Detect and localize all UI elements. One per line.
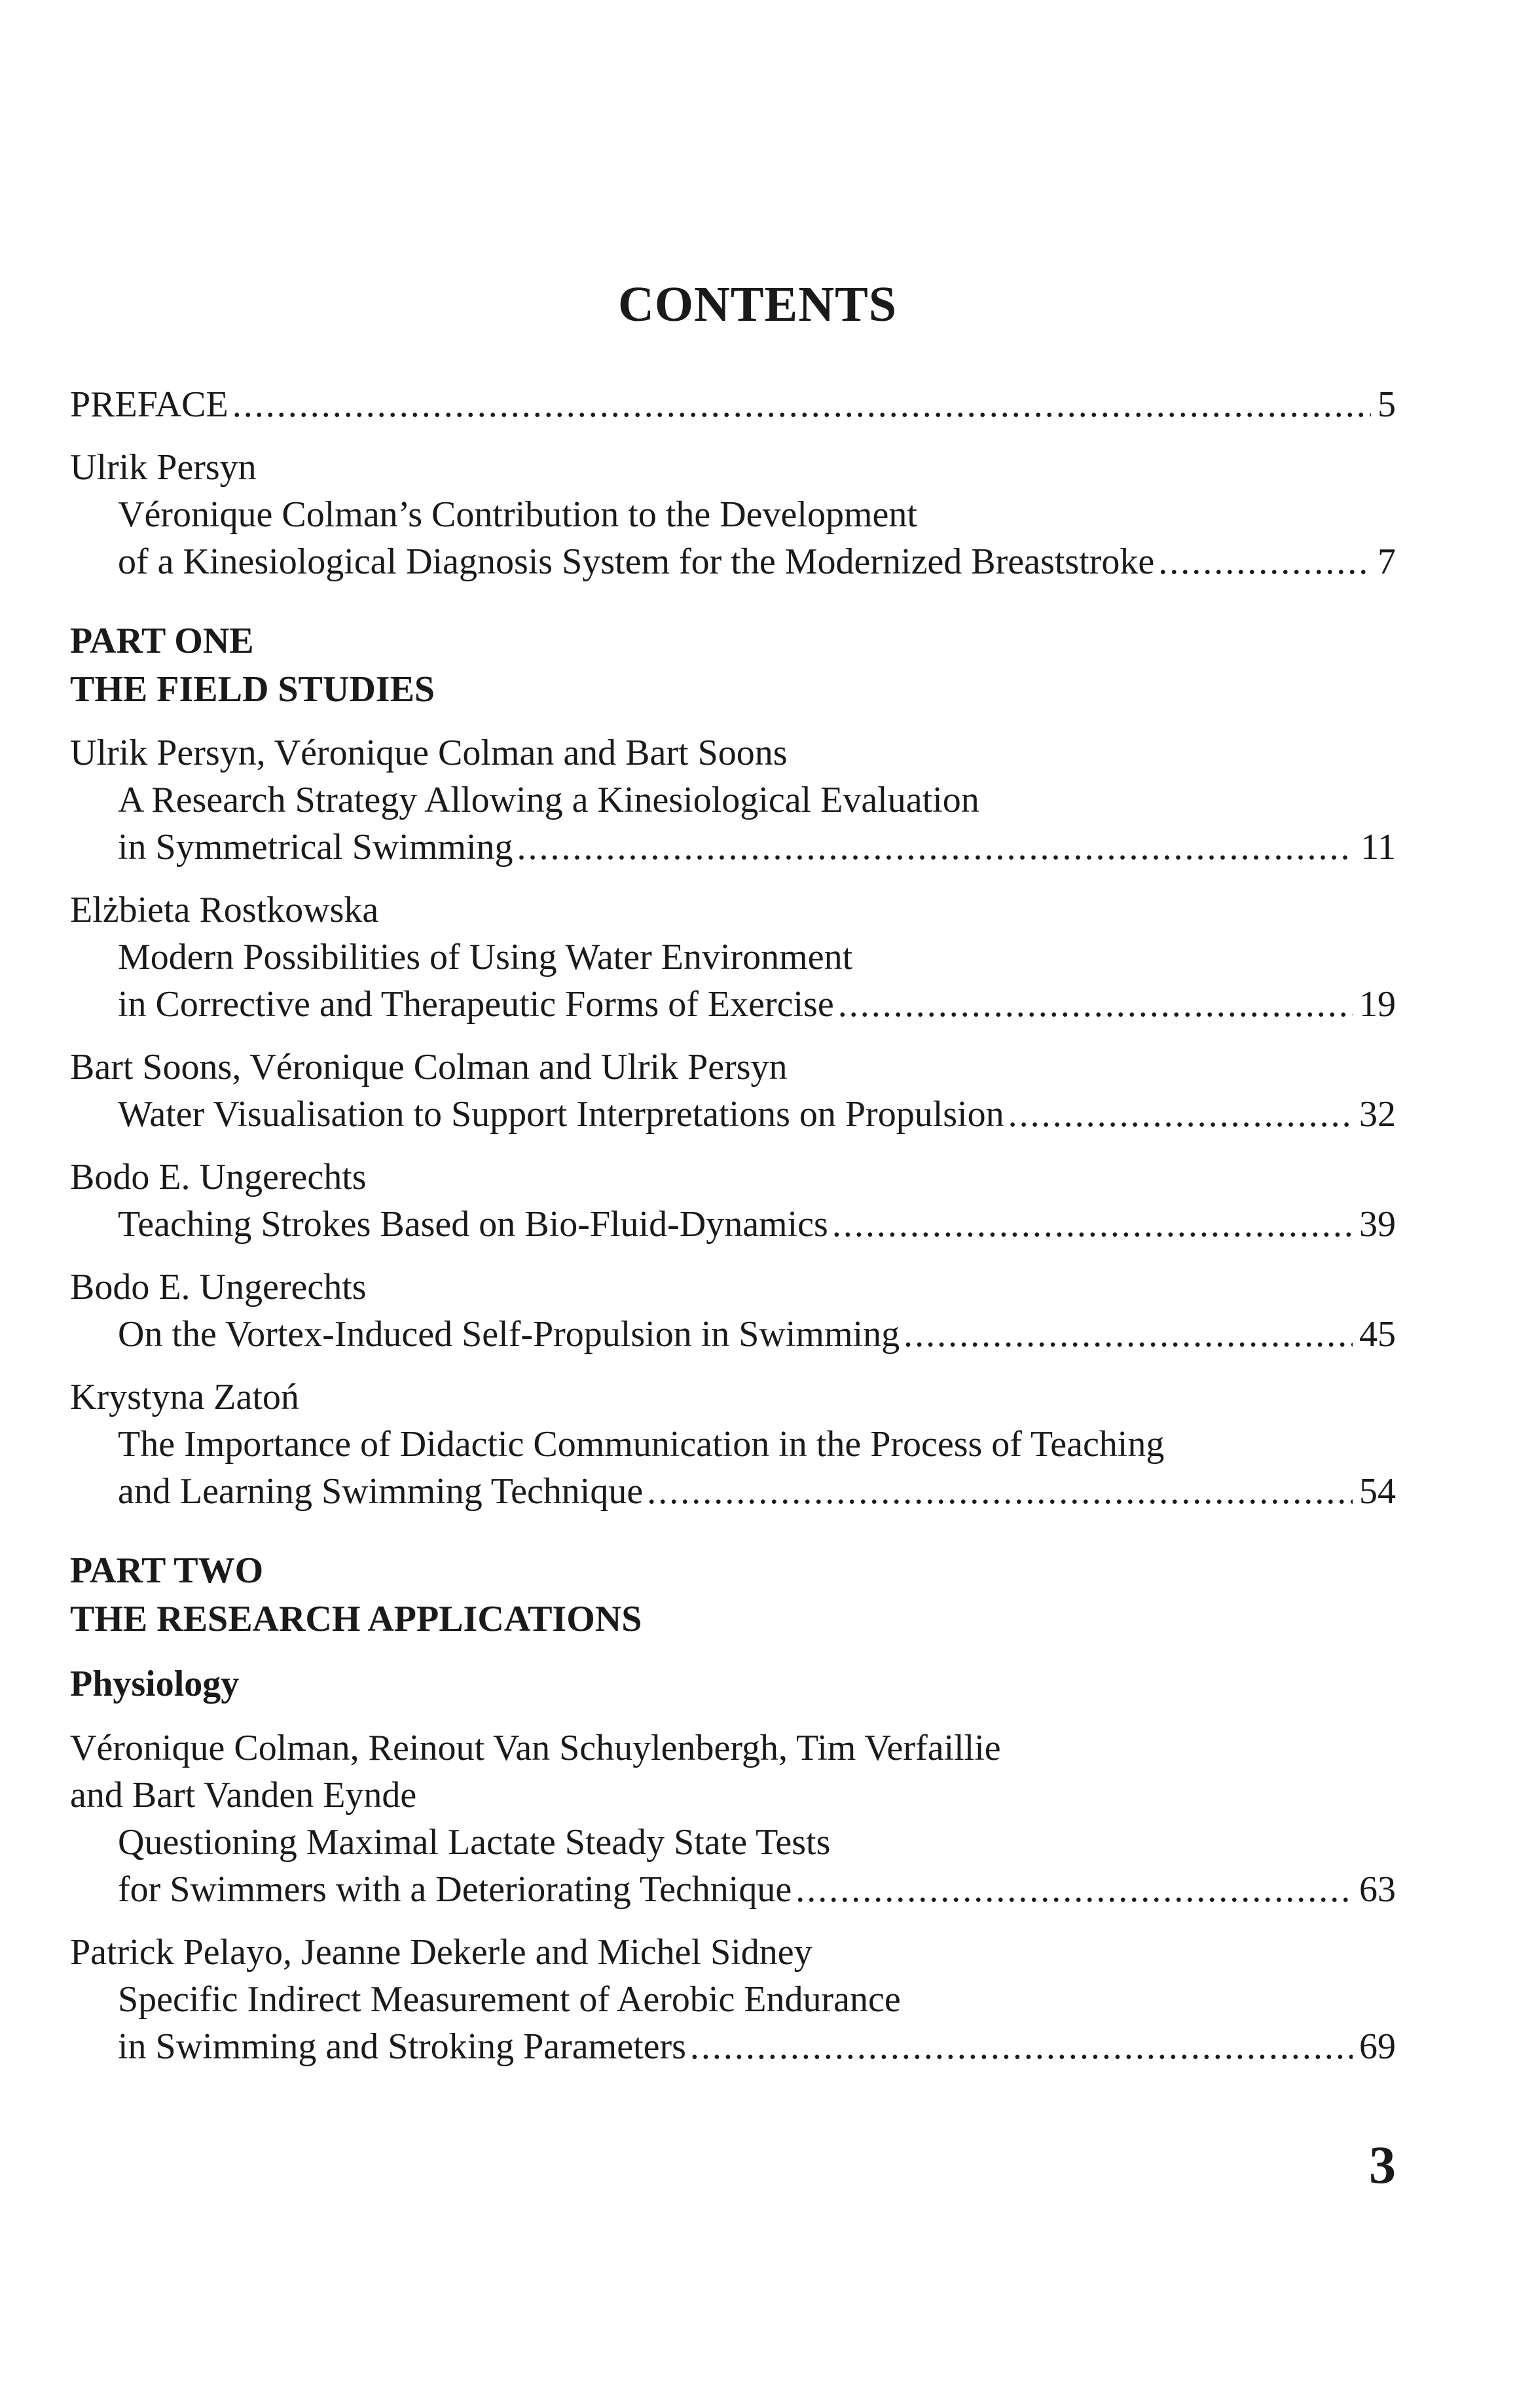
toc-entry[interactable] (70, 1201, 1396, 1248)
toc-entry[interactable] (70, 1468, 1396, 1515)
toc-entry[interactable] (70, 824, 1396, 871)
leader-dots (1158, 538, 1371, 585)
toc-author: and Bart Vanden Eynde (70, 1775, 417, 1815)
toc-entry-intro[interactable] (70, 538, 1396, 585)
toc-author: Bart Soons, Véronique Colman and Ulrik Persyn (70, 1047, 788, 1087)
toc-entry-title: in Swimming and Stroking Parameters (118, 2026, 686, 2067)
toc-entry[interactable] (70, 981, 1396, 1028)
toc-author: Krystyna Zatoń (70, 1377, 299, 1417)
toc-page-number: 45 (1359, 1314, 1396, 1355)
toc-entry-title: of a Kinesiological Diagnosis System for the Modernized Breaststroke (118, 541, 1155, 582)
toc-entry-title: in Symmetrical Swimming (118, 827, 513, 867)
toc-entry-title: Véronique Colman’s Contribution to the Development (118, 494, 917, 535)
toc-author: Patrick Pelayo, Jeanne Dekerle and Michel Sidney (70, 1932, 812, 1973)
leader-dots (795, 1866, 1353, 1913)
leader-dots (517, 824, 1355, 871)
toc-author: Bodo E. Ungerechts (70, 1267, 367, 1307)
toc-author: Bodo E. Ungerechts (70, 1157, 367, 1197)
part-two-label: PART TWO (70, 1550, 264, 1591)
toc-entry-title: Questioning Maximal Lactate Steady State Tests (118, 1822, 831, 1863)
toc-entry[interactable] (70, 1311, 1396, 1358)
toc-page-number: 54 (1359, 1471, 1396, 1512)
toc-entry-title: Teaching Strokes Based on Bio-Fluid-Dynamics (118, 1204, 828, 1245)
page-title: CONTENTS (617, 277, 898, 332)
toc-entry-title: for Swimmers with a Deteriorating Technique (118, 1869, 792, 1910)
toc-entry[interactable] (70, 1091, 1396, 1138)
toc-page-number: 11 (1360, 827, 1396, 867)
toc-page-number: 19 (1359, 984, 1396, 1025)
toc-author: Ulrik Persyn, Véronique Colman and Bart Soons (70, 733, 788, 773)
toc-entry-title: Modern Possibilities of Using Water Environment (118, 937, 853, 977)
toc-page-number: 39 (1359, 1204, 1396, 1245)
leader-dots (647, 1468, 1353, 1515)
toc-entry-title: The Importance of Didactic Communication in the Process of Teaching (118, 1424, 1165, 1465)
toc-entry-title: in Corrective and Therapeutic Forms of Exercise (118, 984, 834, 1025)
toc-entry-title: A Research Strategy Allowing a Kinesiological Evaluation (118, 780, 979, 820)
leader-dots (904, 1311, 1353, 1358)
toc-entry[interactable] (70, 2023, 1396, 2070)
toc-entry-title: Water Visualisation to Support Interpretations on Propulsion (118, 1094, 1004, 1135)
toc-author: Elżbieta Rostkowska (70, 890, 379, 930)
toc-page-number: 7 (1378, 541, 1396, 582)
leader-dots (232, 381, 1371, 428)
part-one-label: PART ONE (70, 621, 254, 661)
toc-author: Véronique Colman, Reinout Van Schuylenbergh, Tim Verfaillie (70, 1728, 1001, 1768)
page-number: 3 (1369, 2135, 1396, 2195)
leader-dots (832, 1201, 1353, 1248)
toc-author: Ulrik Persyn (70, 447, 257, 488)
section-heading: Physiology (70, 1664, 240, 1704)
toc-entry-title: and Learning Swimming Technique (118, 1471, 644, 1512)
toc-entry-title: On the Vortex-Induced Self-Propulsion in Swimming (118, 1314, 900, 1355)
toc-page-number: 63 (1359, 1869, 1396, 1910)
toc-page-number: 32 (1359, 1094, 1396, 1135)
part-two-title: THE RESEARCH APPLICATIONS (70, 1599, 642, 1639)
leader-dots (838, 981, 1353, 1028)
toc-entry[interactable] (70, 1866, 1396, 1913)
toc-entry-preface[interactable] (70, 381, 1396, 428)
part-one-title: THE FIELD STUDIES (70, 669, 435, 710)
toc-page-number: 69 (1359, 2026, 1396, 2067)
table-of-contents (70, 381, 1396, 2070)
leader-dots (690, 2023, 1353, 2070)
leader-dots (1008, 1091, 1353, 1138)
toc-entry-title: Specific Indirect Measurement of Aerobic Endurance (118, 1979, 901, 2020)
toc-entry-title: PREFACE (70, 384, 228, 425)
toc-page-number: 5 (1378, 384, 1396, 425)
